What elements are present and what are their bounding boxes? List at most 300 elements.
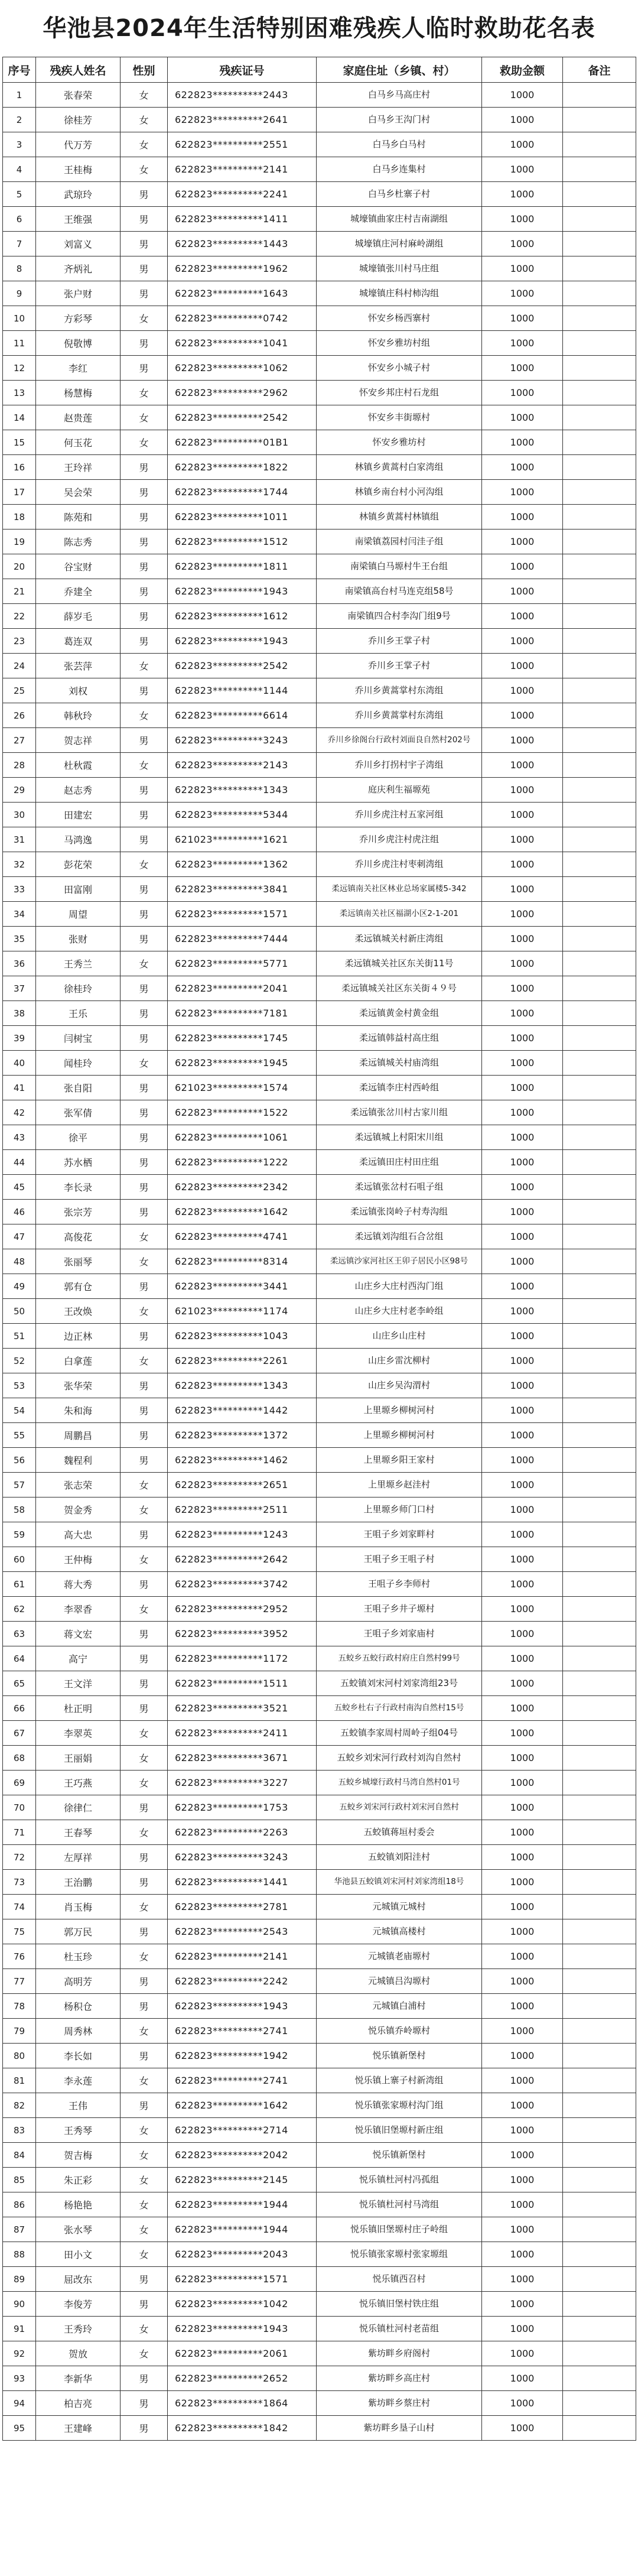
person-name: 王建峰 [36, 2416, 121, 2441]
relief-amount: 1000 [482, 381, 563, 405]
table-row [3, 2093, 636, 2118]
home-address: 怀安乡雅坊村组 [317, 331, 482, 356]
gender: 女 [121, 430, 168, 455]
relief-amount: 1000 [482, 306, 563, 331]
row-index: 29 [3, 778, 36, 803]
relief-amount: 1000 [482, 1497, 563, 1522]
home-address: 城壕镇庄河村麻岭湖组 [317, 232, 482, 256]
row-index: 92 [3, 2341, 36, 2366]
home-address: 柔远镇韩益村高庄组 [317, 1026, 482, 1051]
remarks [563, 1845, 636, 1870]
row-index: 62 [3, 1597, 36, 1622]
document-title: 华池县2024年生活特别困难残疾人临时救助花名表 [43, 15, 595, 42]
certificate-number: 622823**********3742 [168, 1572, 317, 1597]
remarks [563, 579, 636, 604]
person-name: 李翠香 [36, 1597, 121, 1622]
gender: 男 [121, 356, 168, 381]
certificate-number: 622823**********2741 [168, 2068, 317, 2093]
row-index: 26 [3, 703, 36, 728]
table-row [3, 1349, 636, 1373]
remarks [563, 530, 636, 554]
gender: 女 [121, 2192, 168, 2217]
certificate-number: 622823**********1343 [168, 1373, 317, 1398]
relief-amount: 1000 [482, 803, 563, 827]
certificate-number: 622823**********1943 [168, 579, 317, 604]
person-name: 周鹏昌 [36, 1423, 121, 1448]
home-address: 柔远镇南关社区福湖小区2-1-201 [317, 902, 482, 927]
gender: 女 [121, 1820, 168, 1845]
table-row [3, 1423, 636, 1448]
table-row [3, 405, 636, 430]
gender: 男 [121, 1100, 168, 1125]
person-name: 左厚祥 [36, 1845, 121, 1870]
home-address: 乔川乡虎注村五家河组 [317, 803, 482, 827]
gender: 女 [121, 1597, 168, 1622]
row-index: 15 [3, 430, 36, 455]
row-index: 80 [3, 2044, 36, 2068]
remarks [563, 1100, 636, 1125]
row-index: 63 [3, 1622, 36, 1646]
remarks [563, 2217, 636, 2242]
home-address: 乔川乡黄蒿掌村东湾组 [317, 678, 482, 703]
table-row [3, 1721, 636, 1746]
home-address: 怀安乡丰街塬村 [317, 405, 482, 430]
remarks [563, 306, 636, 331]
person-name: 田小文 [36, 2242, 121, 2267]
gender: 男 [121, 2093, 168, 2118]
certificate-number: 622823**********1943 [168, 2317, 317, 2341]
gender: 男 [121, 1448, 168, 1473]
person-name: 徐律仁 [36, 1795, 121, 1820]
gender: 女 [121, 83, 168, 108]
row-index: 75 [3, 1919, 36, 1944]
row-index: 61 [3, 1572, 36, 1597]
home-address: 悦乐镇乔岭塬村 [317, 2019, 482, 2044]
person-name: 周望 [36, 902, 121, 927]
relief-amount: 1000 [482, 1969, 563, 1994]
remarks [563, 2242, 636, 2267]
row-index: 68 [3, 1746, 36, 1771]
table-row [3, 1448, 636, 1473]
remarks [563, 604, 636, 629]
row-index: 72 [3, 1845, 36, 1870]
gender: 男 [121, 455, 168, 480]
relief-amount: 1000 [482, 1597, 563, 1622]
relief-amount: 1000 [482, 1224, 563, 1249]
person-name: 王乐 [36, 1001, 121, 1026]
certificate-number: 622823**********1612 [168, 604, 317, 629]
home-address: 林镇乡南台村小河沟组 [317, 480, 482, 505]
table-row [3, 157, 636, 182]
gender: 男 [121, 778, 168, 803]
home-address: 柔远镇城关社区东关街４９号 [317, 976, 482, 1001]
row-index: 38 [3, 1001, 36, 1026]
relief-amount: 1000 [482, 1671, 563, 1696]
remarks [563, 2416, 636, 2441]
table-body [3, 83, 636, 2441]
row-index: 5 [3, 182, 36, 207]
remarks [563, 1870, 636, 1895]
table-row [3, 1398, 636, 1423]
person-name: 王秀玲 [36, 2317, 121, 2341]
relief-amount: 1000 [482, 83, 563, 108]
person-name: 葛连双 [36, 629, 121, 654]
home-address: 王咀子乡刘家庙村 [317, 1622, 482, 1646]
home-address: 紫坊畔乡蔡庄村 [317, 2391, 482, 2416]
certificate-number: 622823**********1822 [168, 455, 317, 480]
table-row [3, 1299, 636, 1324]
relief-amount: 1000 [482, 2118, 563, 2143]
gender: 女 [121, 2217, 168, 2242]
person-name: 倪敬博 [36, 331, 121, 356]
home-address: 悦乐镇旧堡塬村庄子岭组 [317, 2217, 482, 2242]
home-address: 林镇乡黄蒿村白家湾组 [317, 455, 482, 480]
gender: 男 [121, 281, 168, 306]
certificate-number: 622823**********1511 [168, 1671, 317, 1696]
certificate-number: 622823**********2443 [168, 83, 317, 108]
person-name: 王春琴 [36, 1820, 121, 1845]
person-name: 蒋大秀 [36, 1572, 121, 1597]
home-address: 五蛟乡杜右子行政村南沟自然村15号 [317, 1696, 482, 1721]
row-index: 50 [3, 1299, 36, 1324]
person-name: 张春荣 [36, 83, 121, 108]
relief-amount: 1000 [482, 1200, 563, 1224]
home-address: 山庄乡大庄村西沟门组 [317, 1274, 482, 1299]
person-name: 张丽琴 [36, 1249, 121, 1274]
table-row [3, 852, 636, 877]
remarks [563, 207, 636, 232]
remarks [563, 1274, 636, 1299]
home-address: 悦乐镇旧堡塬村新庄组 [317, 2118, 482, 2143]
row-index: 46 [3, 1200, 36, 1224]
certificate-number: 622823**********2342 [168, 1175, 317, 1200]
remarks [563, 1622, 636, 1646]
certificate-number: 622823**********2042 [168, 2143, 317, 2168]
gender: 男 [121, 256, 168, 281]
table-row [3, 2044, 636, 2068]
relief-amount: 1000 [482, 2217, 563, 2242]
relief-amount: 1000 [482, 1944, 563, 1969]
certificate-number: 622823**********1042 [168, 2292, 317, 2317]
person-name: 贺金秀 [36, 1497, 121, 1522]
relief-amount: 1000 [482, 331, 563, 356]
table-row [3, 1051, 636, 1076]
person-name: 马鸿逸 [36, 827, 121, 852]
home-address: 柔远镇田庄村田庄组 [317, 1150, 482, 1175]
row-index: 82 [3, 2093, 36, 2118]
person-name: 郭有仓 [36, 1274, 121, 1299]
relief-amount: 1000 [482, 2292, 563, 2317]
gender: 男 [121, 1622, 168, 1646]
table-row [3, 1795, 636, 1820]
table-row [3, 1597, 636, 1622]
gender: 男 [121, 927, 168, 951]
person-name: 朱正彩 [36, 2168, 121, 2192]
table-row [3, 2366, 636, 2391]
home-address: 柔远镇城关村庙湾组 [317, 1051, 482, 1076]
table-row [3, 654, 636, 678]
table-row [3, 1919, 636, 1944]
gender: 男 [121, 1994, 168, 2019]
home-address: 城壕镇庄科村柿沟组 [317, 281, 482, 306]
row-index: 10 [3, 306, 36, 331]
table-row [3, 83, 636, 108]
table-row [3, 1026, 636, 1051]
header-amount: 救助金额 [482, 57, 563, 83]
remarks [563, 2391, 636, 2416]
certificate-number: 622823**********3243 [168, 1845, 317, 1870]
certificate-number: 622823**********1222 [168, 1150, 317, 1175]
remarks [563, 1299, 636, 1324]
person-name: 朱和海 [36, 1398, 121, 1423]
person-name: 陈志秀 [36, 530, 121, 554]
person-name: 王治鹏 [36, 1870, 121, 1895]
table-row [3, 1746, 636, 1771]
home-address: 柔远镇黄金村黄金组 [317, 1001, 482, 1026]
table-row [3, 2267, 636, 2292]
remarks [563, 1200, 636, 1224]
relief-amount: 1000 [482, 604, 563, 629]
relief-amount: 1000 [482, 902, 563, 927]
row-index: 94 [3, 2391, 36, 2416]
person-name: 王维强 [36, 207, 121, 232]
home-address: 五蛟镇李家周村周岭子组04号 [317, 1721, 482, 1746]
remarks [563, 629, 636, 654]
certificate-number: 622823**********1441 [168, 1870, 317, 1895]
relief-amount: 1000 [482, 1299, 563, 1324]
remarks [563, 1448, 636, 1473]
person-name: 张财 [36, 927, 121, 951]
person-name: 刘富义 [36, 232, 121, 256]
certificate-number: 622823**********1144 [168, 678, 317, 703]
certificate-number: 622823**********2642 [168, 1547, 317, 1572]
table-row [3, 629, 636, 654]
remarks [563, 1423, 636, 1448]
certificate-number: 622823**********1943 [168, 1994, 317, 2019]
row-index: 57 [3, 1473, 36, 1497]
table-row [3, 182, 636, 207]
home-address: 五蛟乡五蛟行政村府庄自然村99号 [317, 1646, 482, 1671]
relief-amount: 1000 [482, 108, 563, 132]
certificate-number: 622823**********1962 [168, 256, 317, 281]
person-name: 何玉花 [36, 430, 121, 455]
gender: 女 [121, 2118, 168, 2143]
relief-amount: 1000 [482, 1373, 563, 1398]
certificate-number: 622823**********1571 [168, 2267, 317, 2292]
home-address: 乔川乡黄蒿掌村东湾组 [317, 703, 482, 728]
remarks [563, 2093, 636, 2118]
header-certificate-number: 残疾证号 [168, 57, 317, 83]
table-row [3, 505, 636, 530]
person-name: 徐平 [36, 1125, 121, 1150]
relief-amount: 1000 [482, 1001, 563, 1026]
row-index: 30 [3, 803, 36, 827]
relief-amount: 1000 [482, 1547, 563, 1572]
table-row [3, 1771, 636, 1795]
gender: 男 [121, 1026, 168, 1051]
person-name: 王仲梅 [36, 1547, 121, 1572]
person-name: 彭花荣 [36, 852, 121, 877]
certificate-number: 622823**********1062 [168, 356, 317, 381]
relief-amount: 1000 [482, 951, 563, 976]
remarks [563, 182, 636, 207]
relief-amount: 1000 [482, 2317, 563, 2341]
home-address: 庭庆利生福塬苑 [317, 778, 482, 803]
certificate-number: 622823**********2962 [168, 381, 317, 405]
person-name: 杨艳艳 [36, 2192, 121, 2217]
remarks [563, 902, 636, 927]
person-name: 王丽娟 [36, 1746, 121, 1771]
remarks [563, 1224, 636, 1249]
gender: 女 [121, 1473, 168, 1497]
relief-amount: 1000 [482, 1249, 563, 1274]
row-index: 90 [3, 2292, 36, 2317]
relief-amount: 1000 [482, 2192, 563, 2217]
relief-amount: 1000 [482, 1448, 563, 1473]
person-name: 田富刚 [36, 877, 121, 902]
person-name: 田建宏 [36, 803, 121, 827]
certificate-number: 622823**********1061 [168, 1125, 317, 1150]
gender: 男 [121, 1646, 168, 1671]
gender: 女 [121, 306, 168, 331]
person-name: 王文洋 [36, 1671, 121, 1696]
remarks [563, 2143, 636, 2168]
remarks [563, 405, 636, 430]
table-row [3, 2341, 636, 2366]
certificate-number: 622823**********3521 [168, 1696, 317, 1721]
home-address: 乔川乡徐阁台行政村刘面良自然村202号 [317, 728, 482, 753]
row-index: 76 [3, 1944, 36, 1969]
remarks [563, 430, 636, 455]
table-row [3, 1175, 636, 1200]
home-address: 王咀子乡井子塬村 [317, 1597, 482, 1622]
certificate-number: 622823**********2242 [168, 1969, 317, 1994]
certificate-number: 622823**********4741 [168, 1224, 317, 1249]
person-name: 张华荣 [36, 1373, 121, 1398]
remarks [563, 1001, 636, 1026]
table-row [3, 2068, 636, 2093]
table-row [3, 207, 636, 232]
gender: 男 [121, 2416, 168, 2441]
remarks [563, 108, 636, 132]
table-row [3, 2416, 636, 2441]
home-address: 山庄乡吴沟渭村 [317, 1373, 482, 1398]
row-index: 6 [3, 207, 36, 232]
certificate-number: 622823**********2511 [168, 1497, 317, 1522]
person-name: 王玲祥 [36, 455, 121, 480]
gender: 男 [121, 1870, 168, 1895]
person-name: 张户财 [36, 281, 121, 306]
person-name: 赵志秀 [36, 778, 121, 803]
relief-amount: 1000 [482, 1746, 563, 1771]
certificate-number: 622823**********3671 [168, 1746, 317, 1771]
home-address: 五蛟乡刘宋河行政村刘沟自然村 [317, 1746, 482, 1771]
remarks [563, 554, 636, 579]
person-name: 高宁 [36, 1646, 121, 1671]
relief-amount: 1000 [482, 1721, 563, 1746]
remarks [563, 2118, 636, 2143]
certificate-number: 622823**********1811 [168, 554, 317, 579]
remarks [563, 1125, 636, 1150]
remarks [563, 852, 636, 877]
row-index: 83 [3, 2118, 36, 2143]
certificate-number: 622823**********2543 [168, 1919, 317, 1944]
home-address: 南梁镇荔园村闫洼子组 [317, 530, 482, 554]
person-name: 杨慧梅 [36, 381, 121, 405]
person-name: 韩秋玲 [36, 703, 121, 728]
home-address: 山庄乡山庄村 [317, 1324, 482, 1349]
home-address: 怀安乡雅坊村 [317, 430, 482, 455]
person-name: 杜玉珍 [36, 1944, 121, 1969]
row-index: 66 [3, 1696, 36, 1721]
relief-amount: 1000 [482, 1795, 563, 1820]
gender: 男 [121, 232, 168, 256]
remarks [563, 2068, 636, 2093]
home-address: 白马乡连集村 [317, 157, 482, 182]
remarks [563, 703, 636, 728]
table-row [3, 1324, 636, 1349]
row-index: 16 [3, 455, 36, 480]
remarks [563, 976, 636, 1001]
person-name: 贺放 [36, 2341, 121, 2366]
remarks [563, 1175, 636, 1200]
certificate-number: 621023**********1174 [168, 1299, 317, 1324]
home-address: 上里塬乡柳树河村 [317, 1423, 482, 1448]
person-name: 李翠英 [36, 1721, 121, 1746]
person-name: 周秀林 [36, 2019, 121, 2044]
remarks [563, 1497, 636, 1522]
person-name: 张志荣 [36, 1473, 121, 1497]
row-index: 91 [3, 2317, 36, 2341]
home-address: 五蛟镇刘阳洼村 [317, 1845, 482, 1870]
certificate-number: 622823**********2781 [168, 1895, 317, 1919]
remarks [563, 480, 636, 505]
row-index: 88 [3, 2242, 36, 2267]
row-index: 67 [3, 1721, 36, 1746]
certificate-number: 622823**********3441 [168, 1274, 317, 1299]
table-row [3, 1646, 636, 1671]
relief-amount: 1000 [482, 1349, 563, 1373]
certificate-number: 621023**********1574 [168, 1076, 317, 1100]
gender: 女 [121, 951, 168, 976]
person-name: 陈苑和 [36, 505, 121, 530]
gender: 女 [121, 1497, 168, 1522]
gender: 男 [121, 1373, 168, 1398]
remarks [563, 951, 636, 976]
row-index: 37 [3, 976, 36, 1001]
relief-amount: 1000 [482, 2242, 563, 2267]
table-row [3, 2292, 636, 2317]
person-name: 李长录 [36, 1175, 121, 1200]
remarks [563, 2317, 636, 2341]
row-index: 53 [3, 1373, 36, 1398]
remarks [563, 678, 636, 703]
table-row [3, 1224, 636, 1249]
gender: 男 [121, 1200, 168, 1224]
gender: 女 [121, 1349, 168, 1373]
certificate-number: 622823**********2641 [168, 108, 317, 132]
remarks [563, 132, 636, 157]
row-index: 18 [3, 505, 36, 530]
remarks [563, 1597, 636, 1622]
relief-amount: 1000 [482, 778, 563, 803]
row-index: 51 [3, 1324, 36, 1349]
row-index: 52 [3, 1349, 36, 1373]
certificate-number: 622823**********7444 [168, 927, 317, 951]
relief-amount: 1000 [482, 505, 563, 530]
person-name: 李长如 [36, 2044, 121, 2068]
gender: 男 [121, 1076, 168, 1100]
